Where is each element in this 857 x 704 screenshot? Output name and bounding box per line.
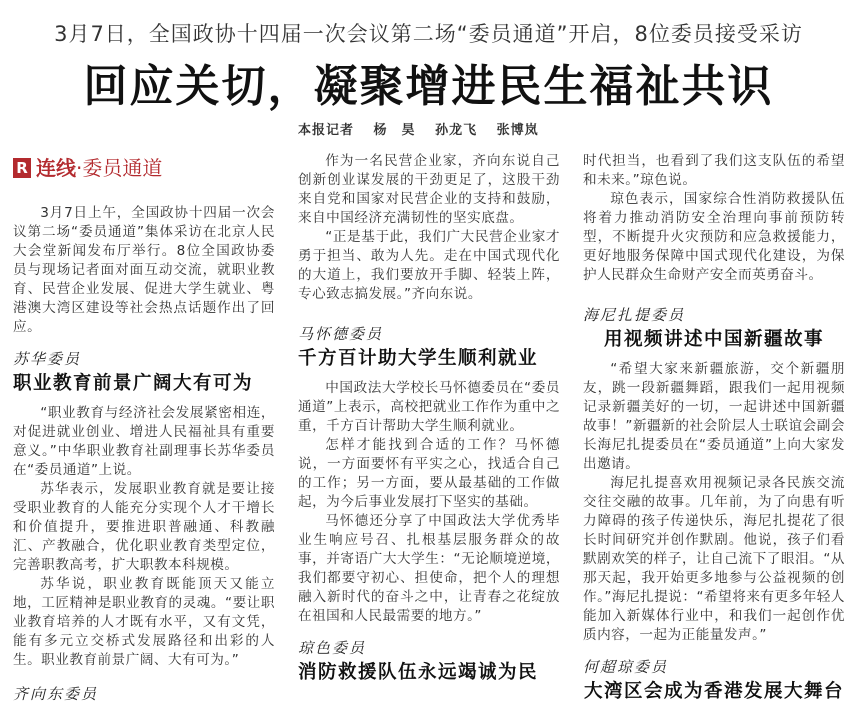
story-hainizhati	[583, 305, 845, 645]
member-name: 齐向东委员	[13, 685, 99, 703]
paragraph: 怎样才能找到合适的工作？马怀德说，一方面要怀有平实之心，找适合自己的工作；另一方面，要从最基础的工作做起，为今后事业发展打下坚实的基础。	[298, 437, 560, 510]
author: 张博岚	[496, 123, 539, 138]
story-qi-xiangdong-body	[298, 152, 560, 304]
paragraph: “希望大家来新疆旅游，交个新疆朋友，跳一段新疆舞蹈，跟我们一起用视频记录新疆美好的一切，一起讲述中国新疆故事！”新疆新的社会阶层人士联谊会副会长海尼扎提委员在“委员通道”上向大家发出邀请。	[583, 361, 845, 472]
intro-paragraph: 3月7日上午，全国政协十四届一次会议第二场“委员通道”集体采访在北京人民大会堂新闻发布厅举行。8位全国政协委员与现场记者面对面互动交流，就职业教育、民营企业发展、促进大学生就业、粤港澳大湾区建设等社会热点话题作出了回应。	[13, 205, 275, 335]
story-title: 用视频讲述中国新疆故事	[603, 329, 824, 350]
author: 杨 昊	[373, 123, 416, 138]
story-qiong-se-header	[298, 638, 560, 685]
byline	[298, 122, 553, 140]
story-title: 千方百计助大学生顺利就业	[298, 348, 539, 369]
member-name: 马怀德委员	[298, 325, 384, 343]
paragraph: “正是基于此，我们广大民营企业家才勇于担当、敢为人先。走在中国式现代化的大道上，我们要放开手脚、轻装上阵，专心致志搞发展。”齐向东说。	[298, 229, 560, 302]
member-name: 海尼扎提委员	[583, 306, 686, 324]
section-label: ·委员通道	[76, 156, 163, 180]
paragraph: 琼色表示，国家综合性消防救援队伍将着力推动消防安全治理向事前预防转型，不断提升火灾预防和应急救援能力，更好地服务保障中国式现代化建设，为保护人民群众生命财产安全而英勇奋斗。	[583, 191, 845, 283]
subtitle: 3月7日，全国政协十四届一次会议第二场“委员通道”开启，8位委员接受采访	[54, 22, 803, 46]
paragraph: “职业教育与经济社会发展紧密相连，对促进就业创业、增进人民福祉具有重要意义。”中华职业教育社副理事长苏华委员在“委员通道”上说。	[13, 405, 275, 478]
column-1	[13, 156, 275, 704]
member-name: 琼色委员	[298, 639, 367, 657]
paragraph: 苏华表示，发展职业教育就是要让接受职业教育的人能充分实现个人才干增长和价值提升，要推进职普融通、科教融汇、产教融合，优化职业教育类型定位，完善职教高考，扩大职教本科规模。	[13, 481, 275, 573]
story-title: 消防救援队伍永远竭诚为民	[298, 662, 539, 683]
paragraph: 中国政法大学校长马怀德委员在“委员通道”上表示，高校把就业工作作为重中之重，千方百计帮助大学生顺利就业。	[298, 380, 560, 434]
author: 孙龙飞	[435, 123, 478, 138]
section-logo	[13, 156, 275, 180]
intro	[13, 204, 275, 337]
headline: 回应关切，凝聚增进民生福祉共识	[83, 61, 774, 112]
paragraph: 作为一名民营企业家，齐向东说自己创新创业谋发展的干劲更足了，这股干劲来自党和国家对民营企业的支持和鼓励，来自中国经济充满韧性的坚实底盘。	[298, 153, 560, 226]
section-label-bold: 连线	[36, 156, 76, 180]
story-title: 大湾区会成为香港发展大舞台	[583, 681, 844, 702]
r-logo-icon: R	[13, 158, 31, 178]
paragraph: 时代担当，也看到了我们这支队伍的希望和未来。”琼色说。	[583, 153, 845, 188]
column-2	[298, 152, 560, 685]
paragraph: 苏华说，职业教育既能顶天又能立地，工匠精神是职业教育的灵魂。“要让职业教育培养的人才既有水平，又有文凭，能有多元立交桥式发展路径和出彩的人生。职业教育前景广阔、大有可为。”	[13, 576, 275, 668]
paragraph: 马怀德还分享了中国政法大学优秀毕业生响应号召、扎根基层服务群众的故事，并寄语广大大学生：“无论顺境逆境，我们都要守初心、担使命，把个人的理想融入新时代的奋斗之中，让青春之花绽放在祖国和人民最需要的地方。”	[298, 513, 560, 624]
paragraph: 海尼扎提喜欢用视频记录各民族交流交往交融的故事。几年前，为了向患有听力障碍的孩子传递快乐，海尼扎提花了很长时间研究并创作默剧。他说，孩子们看默剧欢笑的样子，让自己流下了眼泪。“从那天起，我开始更多地参与公益视频的创作。”海尼扎提说：“希望将来有更多年轻人能加入新媒体行业中，和我们一起创作优质内容，一起为正能量发声。”	[583, 475, 845, 643]
story-qi-xiangdong-header	[13, 684, 275, 704]
story-ma-huaide	[298, 324, 560, 626]
column-3	[583, 152, 845, 704]
story-title: 职业教育前景广阔大有可为	[13, 373, 254, 394]
member-name: 何超琼委员	[583, 658, 669, 676]
byline-label: 本报记者	[298, 123, 355, 138]
story-su-hua	[13, 349, 275, 670]
story-qiong-se-body	[583, 152, 845, 285]
member-name: 苏华委员	[13, 350, 82, 368]
story-he-chaoqiong-header	[583, 657, 845, 704]
